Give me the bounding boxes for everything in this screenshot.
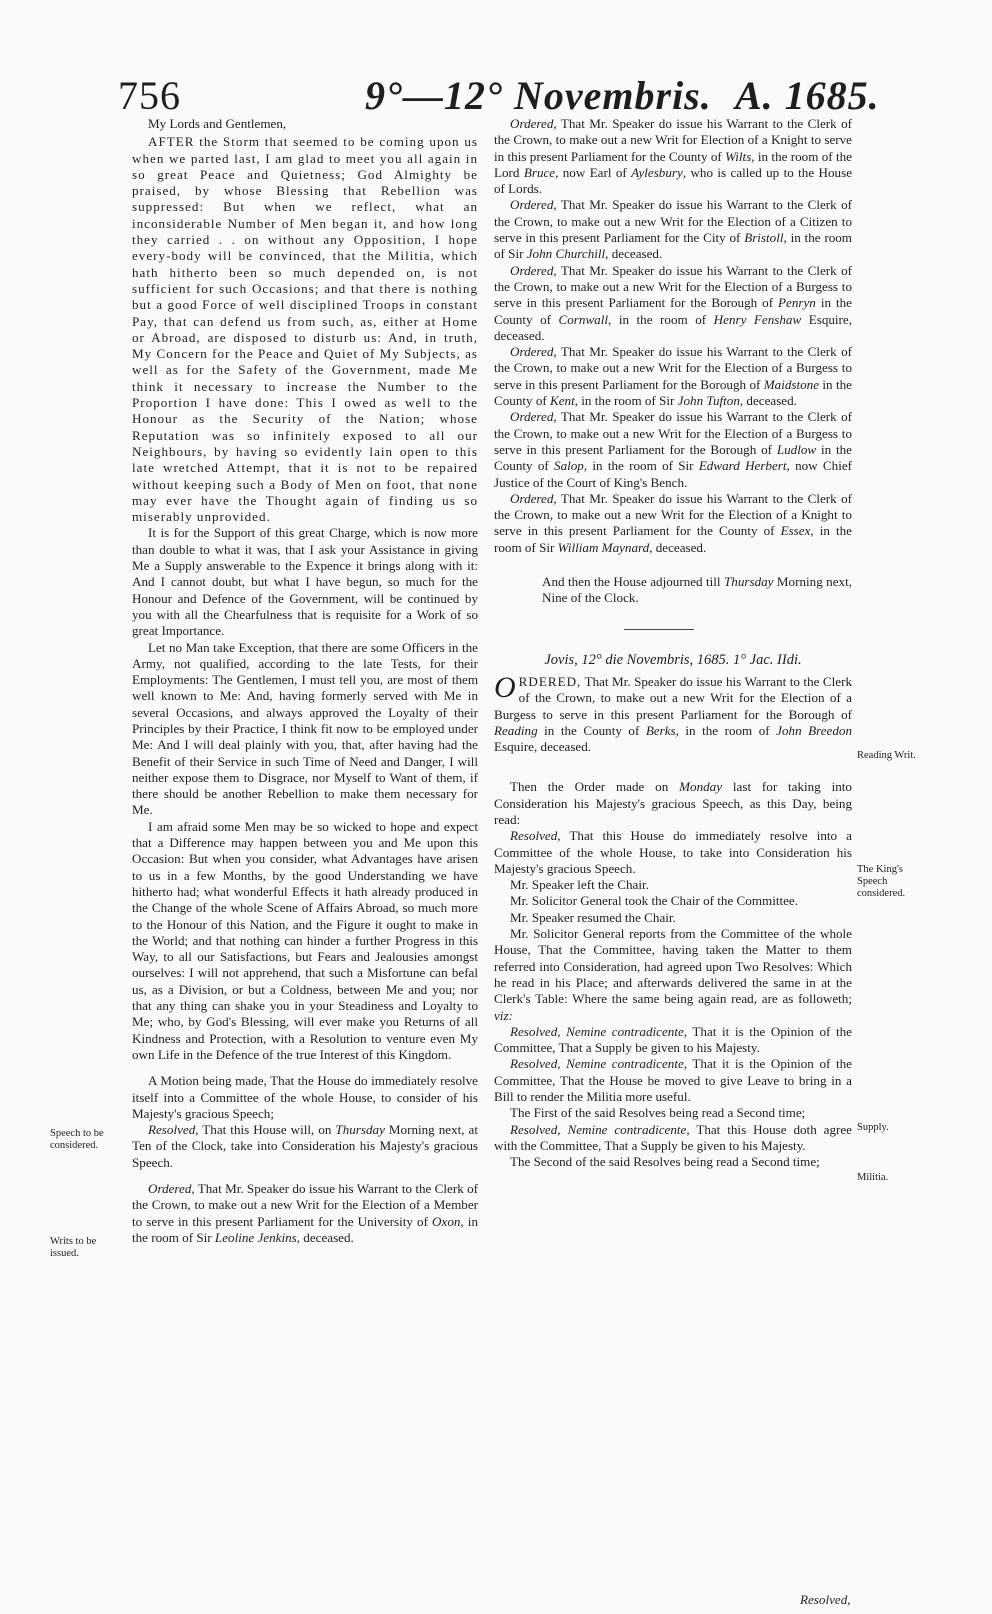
speech-order-read: Then the Order made on Monday last for taking into Consideration his Majesty's gracious Speech, as this Day, being read: — [494, 779, 852, 827]
drop-cap: O — [494, 670, 516, 704]
solicitor-report: Mr. Solicitor General reports from the Committee of the whole House, That the Committee, having taken the Matter to them referred into Consideration, had agreed upon Two Resolves: Which he read in his Place; and afterwards delivered the same in at the Clerk's Table: Where the same being again read, are as followeth; viz: — [494, 926, 852, 1023]
second-resolve-read: The Second of the said Resolves being read a Second time; — [510, 1154, 820, 1170]
order-reading: ORDERED, That Mr. Speaker do issue his Warrant to the Clerk of the Crown, to make out a new Writ for the Election of a Burgess to serve in this present Parliament for the Borough of Reading in the County of Berks, in the room of John Breedon Esquire, deceased. — [494, 670, 852, 755]
speaker-resumed: Mr. Speaker resumed the Chair. — [510, 909, 676, 925]
first-resolve-read: The First of the said Resolves being read a Second time; — [510, 1105, 806, 1121]
resolved-committee: Resolved, That this House do immediately resolve into a Committee of the whole House, to take into Consideration his Majesty's gracious Speech. — [494, 828, 852, 876]
page-header-year: A. 1685. — [735, 73, 880, 118]
margin-note-supply: Supply. — [857, 1122, 889, 1133]
page-header-date: 9°—12° Novembris. — [365, 73, 712, 118]
order-bristoll: Ordered, That Mr. Speaker do issue his Warrant to the Clerk of the Crown, to make out a new Writ for the Election of a Citizen to serve in this present Parliament for the City of Bristoll, in the room of Sir John Churchill, deceased. — [494, 197, 852, 262]
speech-paragraph-1: AFTER the Storm that seemed to be coming upon us when we parted last, I am glad to meet you all again in so great Peace and Quietness; God Almighty be praised, by whose Blessing that Rebellion was suppressed: But when we reflect, what an inconsiderable Number of Men began it, and how long they carried . . on without any Opposition, I hope every-body will be convinced, that the Militia, which hath hitherto been so much depended on, is not sufficient for such Occasions; and that there is nothing but a good Force of well disciplined Troops in constant Pay, that can defend us from such, as, either at Home or Abroad, are disposed to disturb us: And, in truth, My Concern for the Peace and Quiet of My Subjects, as well as for the Safety of the Government, made Me think it necessary to increase the Number to the Proportion I have done: This I owed as well to the Honour as the Security of the Nation; whose Reputation was so infinitely exposed to all our Neighbours, by having so evidently lain open to this late wretched Attempt, that it is not to be repaired without keeping such a Body of Men on foot, that none may ever have the Thought again of finding us so miserably unprovided. — [132, 134, 478, 525]
solicitor-chair: Mr. Solicitor General took the Chair of the Committee. — [510, 893, 799, 909]
speech-paragraph-3: Let no Man take Exception, that there are some Officers in the Army, not qualified, according to the late Tests, for their Employments: The Gentlemen, I must tell you, are most of them well known to Me: And, having formerly served with Me in several Occasions, and always approved the Loyalty of their Principles by their Practice, I think fit now to be employed under Me: And I will deal plainly with you, that, after having had the Benefit of their Service in such Time of Need and Danger, I will neither expose them to Disgrace, nor Myself to Want of them, if there should be another Rebellion to make them necessary for Me. — [132, 639, 478, 818]
order-wilts: Ordered, That Mr. Speaker do issue his Warrant to the Clerk of the Crown, to make out a new Writ for Election of a Knight to serve in this present Parliament for the County of Wilts, in the room of the Lord Bruce, now Earl of Aylesbury, who is called up to the House of Lords. — [494, 116, 853, 197]
resolved-paragraph: Resolved, That this House will, on Thursday Morning next, at Ten of the Clock, take into Consideration his Majesty's gracious Speech. — [132, 1122, 478, 1170]
page-number: 756 — [118, 73, 181, 118]
speaker-left: Mr. Speaker left the Chair. — [510, 877, 649, 893]
left-column — [132, 116, 478, 1246]
resolve-agree-supply: Resolved, Nemine contradicente, That this House doth agree with the Committee, That a Supply be given to his Majesty. — [494, 1121, 852, 1153]
motion-paragraph: A Motion being made, That the House do immediately resolve itself into a Committee of the whole House, to consider of his Majesty's gracious Speech; — [132, 1073, 478, 1121]
ordered-paragraph: Ordered, That Mr. Speaker do issue his Warrant to the Clerk of the Crown, to make out a new Writ for the Election of a Member to serve in this present Parliament for the University of Oxon, in the room of Sir Leoline Jenkins, deceased. — [132, 1181, 478, 1245]
session-date-heading: Jovis, 12° die Novembris, 1685. 1° Jac. IIdi. — [544, 651, 802, 668]
order-penryn: Ordered, That Mr. Speaker do issue his Warrant to the Clerk of the Crown, to make out a new Writ for the Election of a Burgess to serve in this present Parliament for the Borough of Penryn in the County of Cornwall, in the room of Henry Fenshaw Esquire, deceased. — [494, 262, 853, 343]
resolve-supply: Resolved, Nemine contradicente, That it is the Opinion of the Committee, That a Supply be given to his Majesty. — [494, 1023, 852, 1056]
speech-paragraph-4: I am afraid some Men may be so wicked to hope and expect that a Difference may happen between you and Me upon this Occasion: But when you consider, what Advantages have arisen to us in a few Months, by the good Understanding we have hitherto had; what wonderful Effects it hath already produced in the Change of the whole Scene of Affairs Abroad, so much more to the Honour of this Nation, and the Figure it ought to make in the World; and that nothing can hinder a further Progress in this Way, to all our Satisfactions, but Fears and Jealousies amongst ourselves: I will not apprehend, that such a Misfortune can befal us, as a Division, or but a Coldness, between Me and you; nor that any thing can shake you in your Steadiness and Loyalty to Me; who, by God's Blessing, will ever make you Returns of all Kindness and Protection, with a Resolution to venture even My own Life in the Defence of the true Interest of this Kingdom. — [132, 818, 478, 1062]
order-ludlow: Ordered, That Mr. Speaker do issue his Warrant to the Clerk of the Crown, to make out a new Writ for the Election of a Burgess to serve in this present Parliament for the Borough of Ludlow in the County of Salop, in the room of Sir Edward Herbert, now Chief Justice of the Court of King's Bench. — [494, 409, 852, 490]
adjournment: And then the House adjourned till Thursday Morning next, Nine of the Clock. — [542, 574, 852, 606]
catchword: Resolved, — [800, 1592, 851, 1607]
margin-note-speech-considered: Speech to be considered. — [50, 1128, 104, 1151]
resolve-militia: Resolved, Nemine contradicente, That it is the Opinion of the Committee, That the House be moved to give Leave to bring in a Bill to render the Militia more useful. — [494, 1056, 852, 1105]
margin-note-kings-speech: The King's Speech considered. — [857, 864, 906, 899]
speech-paragraph-2: It is for the Support of this great Charge, which is now more than double to what it was, that I ask your Assistance in giving Me a Supply answerable to the Expence it brings along with it: And I cannot doubt, but what I have begun, so much for the Honour and Defence of the Government, will be continued by you with all the Chearfulness that is requisite for a Work of so great Importance. — [132, 525, 478, 639]
resolved-label: Resolved, — [148, 1122, 199, 1138]
margin-note-reading-writ: Reading Writ. — [857, 750, 916, 761]
margin-note-writs-issued: Writs to be issued. — [50, 1236, 97, 1259]
margin-note-militia: Militia. — [857, 1172, 889, 1183]
right-column — [494, 116, 852, 1171]
salutation: My Lords and Gentlemen, — [148, 116, 287, 131]
order-essex: Ordered, That Mr. Speaker do issue his Warrant to the Clerk of the Crown, to make out a new Writ for the Election of a Knight to serve in this present Parliament for the County of Essex, in the room of Sir William Maynard, deceased. — [494, 490, 852, 555]
order-maidstone: Ordered, That Mr. Speaker do issue his Warrant to the Clerk of the Crown, to make out a new Writ for the Election of a Burgess to serve in this present Parliament for the Borough of Maidstone in the County of Kent, in the room of Sir John Tufton, deceased. — [494, 344, 852, 409]
section-divider — [624, 629, 694, 630]
